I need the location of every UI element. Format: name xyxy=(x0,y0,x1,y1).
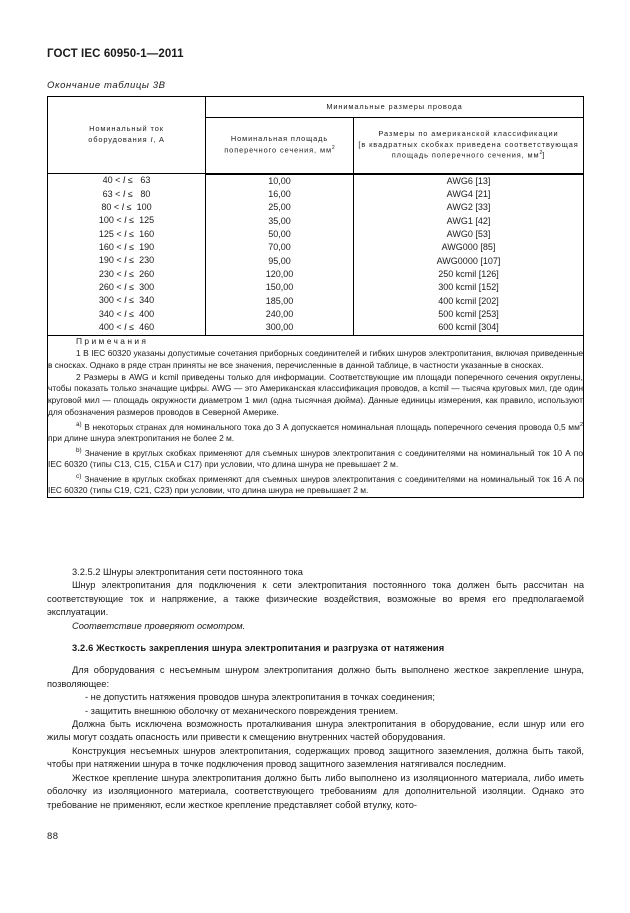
clause-326-heading: 3.2.6 Жесткость закрепления шнура электропитания и разгрузка от натяжения xyxy=(72,643,445,654)
table-cell-current: 80 < I ≤ 100 xyxy=(101,201,152,212)
paragraph-3: Конструкция несъемных шнуров электропитания, содержащих провод защитного заземления, должна быть такой, чтобы при натяжении шнура в точке подключения провод защитного заземления натягивался последним. xyxy=(47,745,584,770)
paragraph-1: Для оборудования с несъемным шнуром электропитания должно быть выполнено жесткое закрепление шнура, позволяющее: xyxy=(47,665,584,689)
bullet-item-2: - защитить внешнюю оболочку от механического повреждения трением. xyxy=(85,705,399,716)
table-cell-awg: 500 kcmil [253] xyxy=(438,308,499,319)
current-symbol: I xyxy=(124,268,127,279)
table-cell-current: 260 < I ≤ 300 xyxy=(98,282,155,292)
cell-current-column xyxy=(48,174,206,336)
table-cell-awg: 400 kcmil [202] xyxy=(438,295,499,306)
table-cell-area: 240,00 xyxy=(265,308,294,319)
table-cell-current: 63 < I ≤ 80 xyxy=(102,188,151,199)
notes-title: Примечания xyxy=(76,335,149,346)
footnote-a-sup: 2 xyxy=(579,421,583,428)
current-symbol: I xyxy=(124,295,127,306)
header-nominal-current-line1: Номинальный ток xyxy=(89,124,164,134)
header-nominal-area-sup: 2 xyxy=(331,145,335,152)
bullet-item-1: - не допустить натяжения проводов шнура электропитания в точках соединения; xyxy=(85,692,435,703)
wire-size-table-wrapper xyxy=(47,96,583,498)
table-cell-current: 230 < I ≤ 260 xyxy=(98,268,155,279)
header-min-wire-sizes: Минимальные размеры провода xyxy=(206,97,584,118)
page-number: 88 xyxy=(47,831,59,842)
clause-3252-paragraph: Шнур электропитания для подключения к сети электропитания постоянного тока должен быть рассчитан на соответствующие ток и напряжение, а также физические воздействия, возможные во время его предполагаемой эксплуатации. xyxy=(47,580,584,618)
footnote-b xyxy=(48,445,583,471)
table-cell-current: 125 < I ≤ 160 xyxy=(98,228,155,239)
header-nominal-area xyxy=(206,118,354,174)
current-symbol: I xyxy=(122,188,126,199)
current-symbol: I xyxy=(124,308,127,319)
table-cell-current: 400 < I ≤ 460 xyxy=(98,322,155,333)
table-cell-awg: 300 kcmil [152] xyxy=(438,282,499,293)
header-nominal-current xyxy=(48,97,206,174)
current-symbol: I xyxy=(124,255,127,266)
footnote-b-marker: b) xyxy=(76,446,82,454)
footnote-a-text-1: В некоторых странах для номинального тока до 3 А допускается номинальная площадь поперечного сечения провода 0,5 мм xyxy=(81,421,580,432)
note-1: 1 В IEC 60320 указаны допустимые сочетания приборных соединителей и гибких шнуров электропитания, включая приведенные в сносках. Однако в ряде стран приняты не все значения, перечисленные в данной таблице, в частности указанные в сносках. xyxy=(48,348,583,371)
header-current-symbol: I xyxy=(150,135,154,144)
header-awg-line1: Размеры по американской классификации xyxy=(378,128,559,138)
cell-awg-column xyxy=(354,174,584,336)
table-cell-current: 40 < I ≤ 63 xyxy=(102,175,151,186)
header-awg-line3-end: ] xyxy=(542,150,546,160)
current-symbol: I xyxy=(122,175,126,186)
table-cell-area: 35,00 xyxy=(268,215,291,226)
header-nominal-area-line1: Номинальная площадь xyxy=(230,134,329,144)
clause-3252-heading: 3.2.5.2 Шнуры электропитания сети постоянного тока xyxy=(72,567,303,577)
table-cell-area: 95,00 xyxy=(268,255,291,266)
header-awg-sizes xyxy=(354,118,584,174)
table-cell-current: 160 < I ≤ 190 xyxy=(98,241,155,252)
table-cell-current: 190 < I ≤ 230 xyxy=(98,255,155,266)
table-body xyxy=(48,174,584,498)
table-cell-awg: AWG1 [42] xyxy=(446,215,491,226)
table-cell-awg: 250 kcmil [126] xyxy=(438,268,499,279)
table-cell-area: 10,00 xyxy=(268,175,291,186)
cell-area-column xyxy=(206,174,354,336)
table-notes xyxy=(48,335,584,498)
footnote-c xyxy=(48,471,583,497)
header-awg-sup: 2 xyxy=(539,150,543,157)
table-cell-area: 70,00 xyxy=(268,242,291,253)
body-content xyxy=(47,566,584,812)
table-cell-awg: AWG0000 [107] xyxy=(436,255,501,266)
table-header-row-1 xyxy=(48,97,584,118)
table-cell-current: 340 < I ≤ 400 xyxy=(98,308,155,319)
current-symbol: I xyxy=(124,322,127,333)
current-symbol: I xyxy=(124,282,127,292)
paragraph-4: Жесткое крепление шнура электропитания должно быть либо выполнено из изоляционного материала, либо иметь оболочку из изоляционного материала, соответствующего требованиям для дополнительной изоляции. Однако это требование не применяют, если жесткое крепление представляет собой втулку, кото- xyxy=(47,772,584,810)
header-nominal-current-line2-pre: оборудования xyxy=(88,135,151,144)
footnote-a-text-2: при длине шнура электропитания не более 2 м. xyxy=(48,433,235,444)
table-cell-current: 100 < I ≤ 125 xyxy=(98,215,155,226)
footnote-c-marker: c) xyxy=(76,472,82,480)
table-cell-area: 16,00 xyxy=(268,188,291,199)
table-cell-awg: AWG2 [33] xyxy=(446,202,491,213)
table-cell-area: 25,00 xyxy=(268,202,291,213)
table-cell-awg: AWG000 [85] xyxy=(441,242,496,253)
table-cell-area: 185,00 xyxy=(265,295,294,306)
compliance-note: Соответствие проверяют осмотром. xyxy=(72,620,246,631)
header-awg-line3: площадь поперечного сечения, мм xyxy=(391,150,540,160)
table-data-row xyxy=(48,174,584,336)
paragraph-2: Должна быть исключена возможность проталкивания шнура электропитания в оборудование, если шнур или его жилы могут создать опасность или привести к смещению внутренних частей оборудования. xyxy=(47,719,584,743)
header-awg-line2: [в квадратных скобках приведена соответствующая xyxy=(358,139,579,149)
current-symbol: I xyxy=(124,241,127,252)
current-symbol: I xyxy=(124,228,127,239)
current-symbol: I xyxy=(124,215,127,226)
table-cell-area: 150,00 xyxy=(265,282,294,293)
current-symbol: I xyxy=(121,201,125,212)
footnote-a-marker: a) xyxy=(76,420,82,428)
table-cell-area: 50,00 xyxy=(268,228,291,239)
footnote-b-text: Значение в круглых скобках применяют для съемных шнуров электропитания с соединителями на номинальный ток 10 А по IEC 60320 (типы C13, C15, C15A и C17) при условии, что длина шнура не превышает 2 м. xyxy=(48,447,583,470)
note-2: 2 Размеры в AWG и kcmil приведены только для информации. Соответствующие им площади поперечного сечения округлены, чтобы показать только значащие цифры. AWG — это Американская классификация проводов, а kcmil — тысяча круговых мил, где один круговой мил — площадь окружности диаметром 1 мил (одна тысячная дюйма). Данные единицы измерения, как правило, используют для обозначения размеров проводов в Северной Америке. xyxy=(48,371,583,417)
wire-size-table xyxy=(47,96,584,498)
table-cell-current: 300 < I ≤ 340 xyxy=(98,295,155,306)
table-notes-row xyxy=(48,335,584,498)
table-head xyxy=(48,97,584,174)
footnote-a xyxy=(48,419,583,445)
table-cell-area: 120,00 xyxy=(265,268,294,279)
table-cell-awg: AWG4 [21] xyxy=(446,188,491,199)
standard-title: ГОСТ IEC 60950-1—2011 xyxy=(47,48,184,60)
header-nominal-area-line2: поперечного сечения, мм xyxy=(224,145,332,155)
table-cell-awg: AWG6 [13] xyxy=(446,175,491,186)
table-cell-area: 300,00 xyxy=(265,322,294,333)
table-caption: Окончание таблицы 3B xyxy=(47,80,166,91)
table-cell-awg: 600 kcmil [304] xyxy=(438,322,499,333)
footnote-c-text: Значение в круглых скобках применяют для съемных шнуров электропитания с соединителями на номинальный ток 16 А по IEC 60320 (типы C19, C21, C23) при условии, что длина шнура не превышает 2 м. xyxy=(48,473,583,496)
table-cell-awg: AWG0 [53] xyxy=(446,228,491,239)
header-nominal-current-line2-post: , A xyxy=(153,135,165,144)
